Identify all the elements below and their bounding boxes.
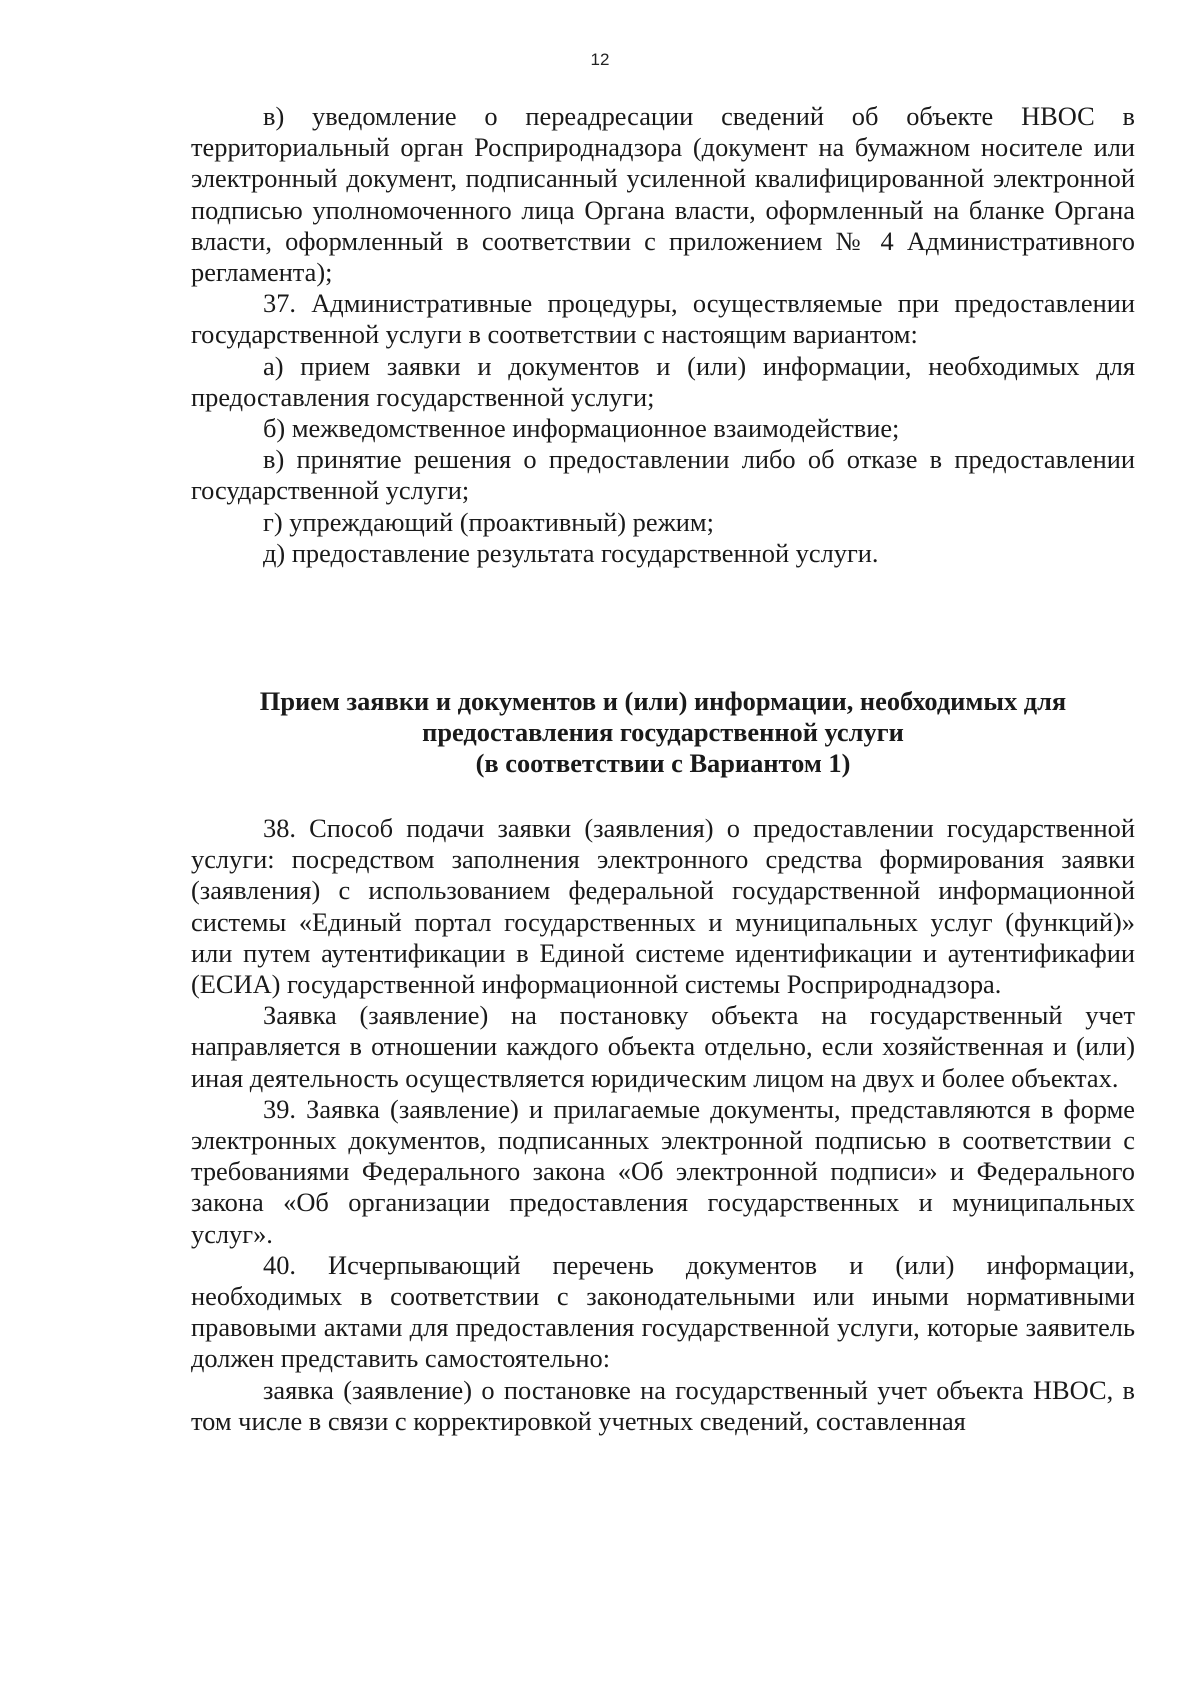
page-number: 12 (590, 50, 610, 69)
heading-line-2: предоставления государственной услуги (422, 717, 904, 748)
paragraph-application-per-object: Заявка (заявление) на постановку объекта на государственный учет направляется в отношении каждого объекта отдельно, если хозяйственная и (или) иная деятельность осуществляется юридическим лицом на двух и более объектах. (191, 1000, 1135, 1093)
list-item-b: б) межведомственное информационное взаимодействие; (263, 413, 900, 444)
paragraph-notification: в) уведомление о переадресации сведений об объекте НВОС в территориальный орган Росприроднадзора (документ на бумажном носителе или электронный документ, подписанный усиленной квалифицированной электронной подписью уполномоченного лица Органа власти, оформленный на бланке Органа власти, оформленный в соответствии с приложением № 4 Административного регламента); (191, 101, 1135, 288)
list-item-g: г) упреждающий (проактивный) режим; (263, 506, 714, 537)
body-text-bottom (191, 813, 1135, 1437)
paragraph-38: 38. Способ подачи заявки (заявления) о предоставлении государственной услуги: посредством заполнения электронного средства формирования заявки (заявления) с использованием федеральной государственной информационной системы «Единый портал государственных и муниципальных услуг (функций)» или путем аутентификации в Единой системе идентификации и аутентификафии (ЕСИА) государственной информационной системы Росприроднадзора. (191, 813, 1135, 1000)
body-text-top (191, 101, 1135, 569)
paragraph-39: 39. Заявка (заявление) и прилагаемые документы, представляются в форме электронных документов, подписанных электронной подписью в соответствии с требованиями Федерального закона «Об электронной подписи» и Федерального закона «Об организации предоставления государственных и муниципальных услуг». (191, 1093, 1135, 1249)
section-heading (191, 686, 1135, 780)
heading-line-3: (в соответствии с Вариантом 1) (475, 748, 851, 779)
heading-line-1: Прием заявки и документов и (или) информации, необходимых для (259, 686, 1067, 716)
list-item-a: а) прием заявки и документов и (или) информации, необходимых для предоставления государственной услуги; (191, 350, 1135, 412)
paragraph-40: 40. Исчерпывающий перечень документов и (или) информации, необходимых в соответствии с законодательными или иными нормативными правовыми актами для предоставления государственной услуги, которые заявитель должен представить самостоятельно: (191, 1249, 1135, 1374)
paragraph-37: 37. Административные процедуры, осуществляемые при предоставлении государственной услуги в соответствии с настоящим вариантом: (191, 288, 1135, 350)
list-item-d: д) предоставление результата государственной услуги. (263, 537, 879, 568)
list-item-v: в) принятие решения о предоставлении либо об отказе в предоставлении государственной услуги; (191, 444, 1135, 506)
paragraph-application-registration: заявка (заявление) о постановке на государственный учет объекта НВОС, в том числе в связи с корректировкой учетных сведений, составленная (191, 1374, 1135, 1436)
